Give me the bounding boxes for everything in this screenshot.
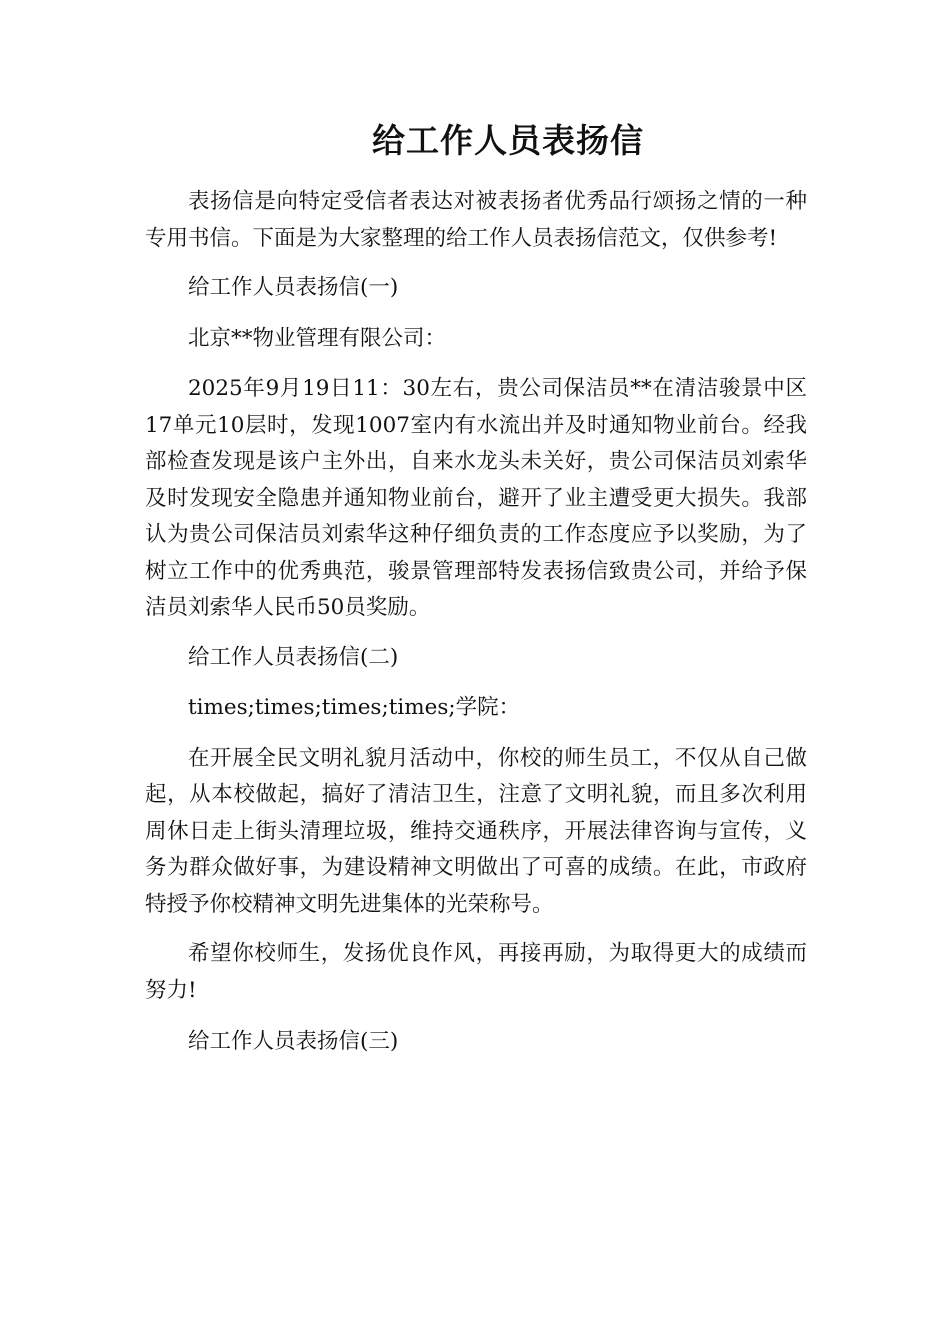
letter-3-heading: 给工作人员表扬信(三)	[188, 1029, 399, 1054]
letter-1-salutation: 北京**物业管理有限公司：	[188, 325, 447, 351]
letter-2-paragraph: 希望你校师生，发扬优良作风，再接再励，为取得更大的成绩而努力!	[145, 941, 807, 1003]
letter-1-paragraph: 2025年9月19日11：30左右，贵公司保洁员**在清洁骏景中区17单元10层时，发现1007室内有水流出并及时通知物业前台。经我部检查发现是该户主外出，自来水龙头未关好，贵公司保洁员刘索华及时发现安全隐患并通知物业前台，避开了业主遭受更大损失。我部认为贵公司保洁员刘索华这种仔细负责的工作态度应予以奖励，为了树立工作中的优秀典范，骏景管理部特发表扬信致贵公司，并给予保洁员刘索华人民币50员奖励。	[145, 376, 807, 620]
letter-2-salutation: times;times;times;times;学院：	[188, 695, 521, 720]
intro-paragraph: 表扬信是向特定受信者表达对被表扬者优秀品行颂扬之情的一种专用书信。下面是为大家整理的给工作人员表扬信范文，仅供参考!	[145, 189, 807, 251]
letter-1-heading: 给工作人员表扬信(一)	[188, 275, 399, 300]
document-title: 给工作人员表扬信	[372, 121, 644, 160]
document-body	[145, 184, 807, 1075]
letter-2-paragraph: 在开展全民文明礼貌月活动中，你校的师生员工，不仅从自己做起，从本校做起，搞好了清洁卫生，注意了文明礼貌，而且多次利用周休日走上街头清理垃圾，维持交通秩序，开展法律咨询与宣传，义务为群众做好事，为建设精神文明做出了可喜的成绩。在此，市政府特授予你校精神文明先进集体的光荣称号。	[145, 745, 807, 917]
letter-2-heading: 给工作人员表扬信(二)	[188, 644, 399, 670]
